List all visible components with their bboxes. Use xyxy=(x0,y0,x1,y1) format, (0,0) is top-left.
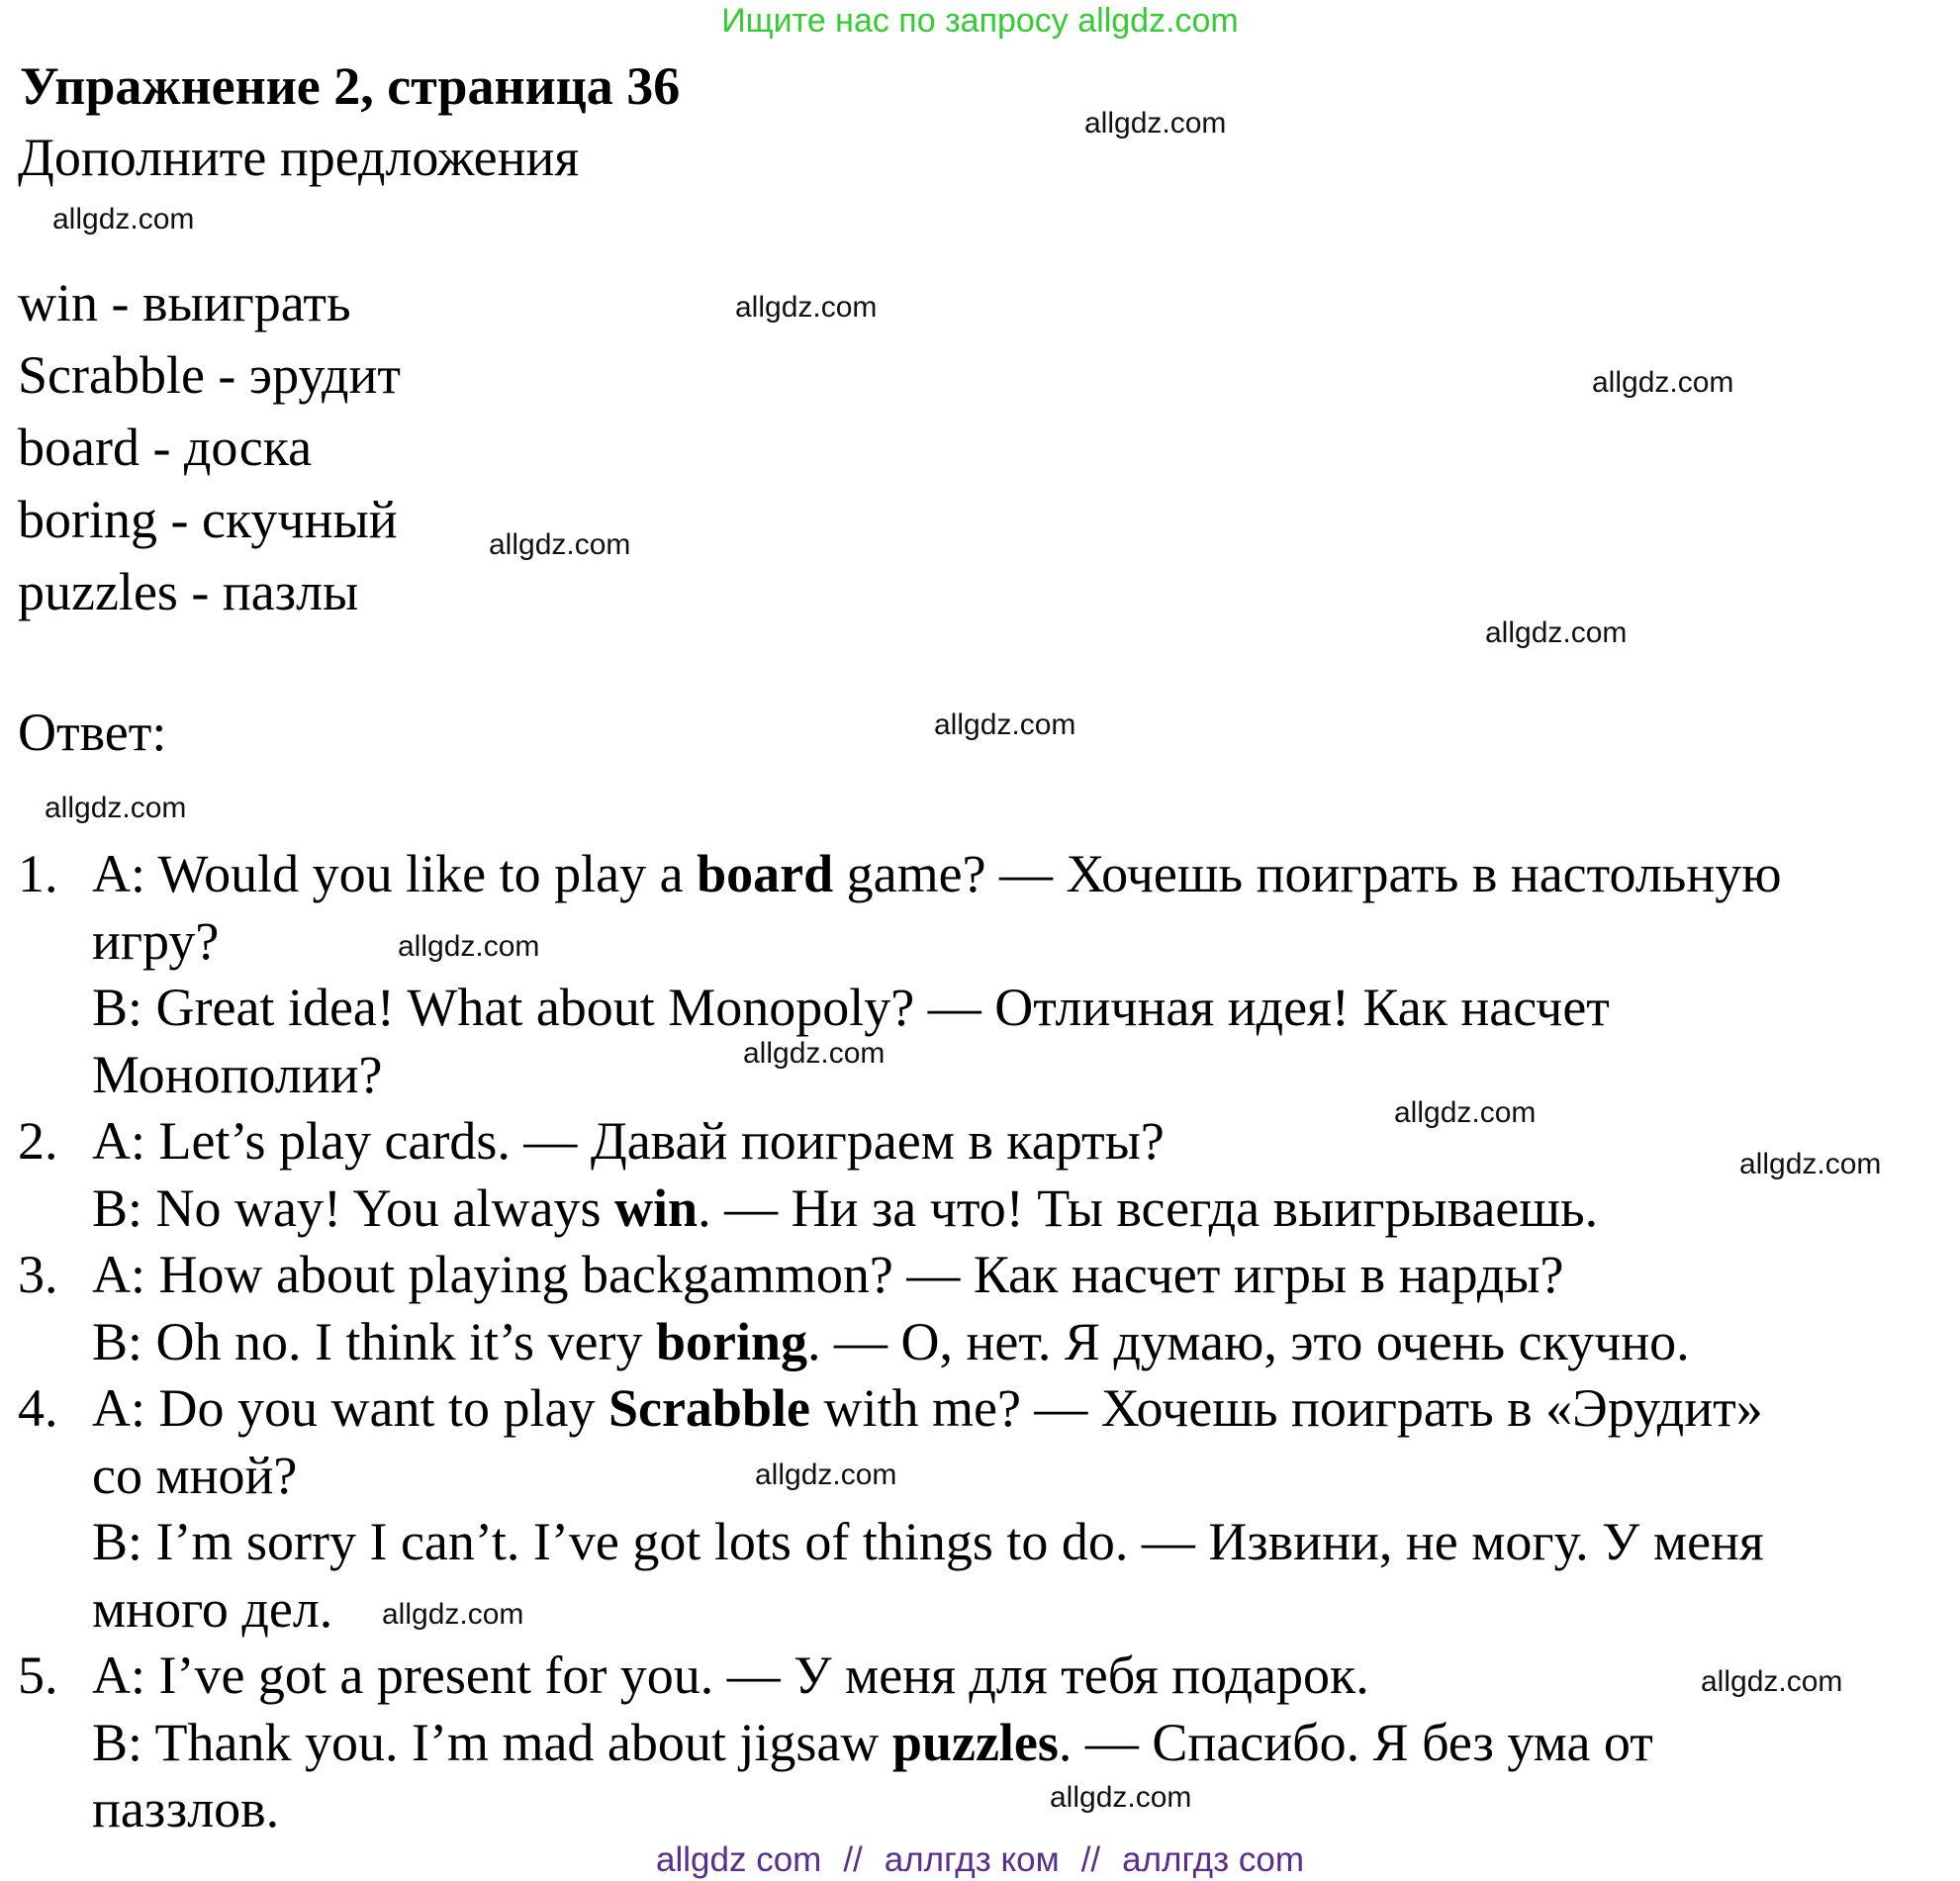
item-number: 4. xyxy=(18,1378,58,1438)
item-number: 1. xyxy=(18,844,58,903)
answer-item-1 xyxy=(18,841,1952,1108)
watermark: allgdz.com xyxy=(1084,107,1227,140)
search-banner: Ищите нас по запросу allgdz.com xyxy=(721,2,1239,40)
watermark: allgdz.com xyxy=(755,1458,897,1491)
footer-links xyxy=(0,1840,1960,1880)
answer-list xyxy=(18,841,1952,1843)
line-a: A: Would you like to play a board game? — Хочешь поиграть в настольную xyxy=(92,844,1782,903)
watermark: allgdz.com xyxy=(1394,1096,1537,1129)
watermark: allgdz.com xyxy=(735,291,878,324)
line-b-cont: много дел. xyxy=(92,1578,333,1639)
watermark: allgdz.com xyxy=(1592,366,1734,399)
watermark: allgdz.com xyxy=(382,1598,524,1631)
line-b-cont: паззлов. xyxy=(92,1779,280,1838)
line-b: B: I’m sorry I can’t. I’ve got lots of things to do. — Извини, не могу. У меня xyxy=(92,1512,1764,1571)
watermark: allgdz.com xyxy=(1701,1665,1843,1698)
answer-heading: Ответ: xyxy=(18,703,167,762)
line-b: B: Thank you. I’m mad about jigsaw puzzles. — Спасибо. Я без ума от xyxy=(92,1712,1653,1772)
watermark: allgdz.com xyxy=(934,708,1076,741)
answer-item-4 xyxy=(18,1375,1952,1643)
answer-item-2 xyxy=(18,1108,1952,1242)
page-title: Упражнение 2, страница 36 xyxy=(20,56,681,116)
watermark: allgdz.com xyxy=(398,930,540,963)
line-a: A: I’ve got a present for you. — У меня для тебя подарок. xyxy=(92,1646,1369,1705)
line-a-cont: игру? xyxy=(92,910,220,971)
watermark: allgdz.com xyxy=(52,203,195,235)
watermark: allgdz.com xyxy=(1050,1781,1192,1814)
vocabulary-list xyxy=(18,267,401,628)
vocab-item: Scrabble - эрудит xyxy=(18,345,401,405)
watermark: allgdz.com xyxy=(489,528,631,561)
watermark: allgdz.com xyxy=(743,1037,886,1070)
vocab-item: board - доска xyxy=(18,418,313,477)
separator: // xyxy=(843,1840,863,1879)
footer-link[interactable]: allgdz com xyxy=(656,1840,822,1879)
line-b: B: No way! You always win. — Ни за что! Ты всегда выигрываешь. xyxy=(92,1177,1599,1238)
keyword: boring xyxy=(655,1311,808,1371)
answer-item-3 xyxy=(18,1242,1952,1375)
vocab-item: win - выиграть xyxy=(18,273,351,332)
item-number: 5. xyxy=(18,1646,58,1705)
footer-link[interactable]: аллгдз ком xyxy=(884,1840,1060,1879)
line-a: A: Do you want to play Scrabble with me? — Хочешь поиграть в «Эрудит» xyxy=(92,1378,1763,1438)
item-number: 3. xyxy=(18,1245,58,1304)
item-number: 2. xyxy=(18,1111,58,1171)
footer-link[interactable]: аллгдз com xyxy=(1122,1840,1304,1879)
line-b: B: Great idea! What about Monopoly? — Отличная идея! Как насчет xyxy=(92,978,1610,1037)
watermark: allgdz.com xyxy=(1739,1148,1882,1180)
line-a: A: How about playing backgammon? — Как насчет игры в нарды? xyxy=(92,1245,1564,1304)
line-b: B: Oh no. I think it’s very boring. — О, нет. Я думаю, это очень скучно. xyxy=(92,1311,1690,1371)
line-a-cont: со мной? xyxy=(92,1445,298,1505)
task-instruction: Дополните предложения xyxy=(18,128,580,187)
watermark: allgdz.com xyxy=(1485,616,1628,649)
keyword: puzzles xyxy=(891,1712,1059,1772)
vocab-item: puzzles - пазлы xyxy=(18,562,359,621)
answer-item-5 xyxy=(18,1643,1952,1843)
line-a: A: Let’s play cards. — Давай поиграем в карты? xyxy=(92,1111,1165,1171)
vocab-item: boring - скучный xyxy=(18,490,398,549)
separator: // xyxy=(1080,1840,1101,1879)
watermark: allgdz.com xyxy=(45,792,187,824)
keyword: Scrabble xyxy=(607,1378,810,1438)
keyword: board xyxy=(697,844,834,903)
keyword: win xyxy=(614,1177,699,1238)
line-b-cont: Монополии? xyxy=(92,1044,383,1104)
